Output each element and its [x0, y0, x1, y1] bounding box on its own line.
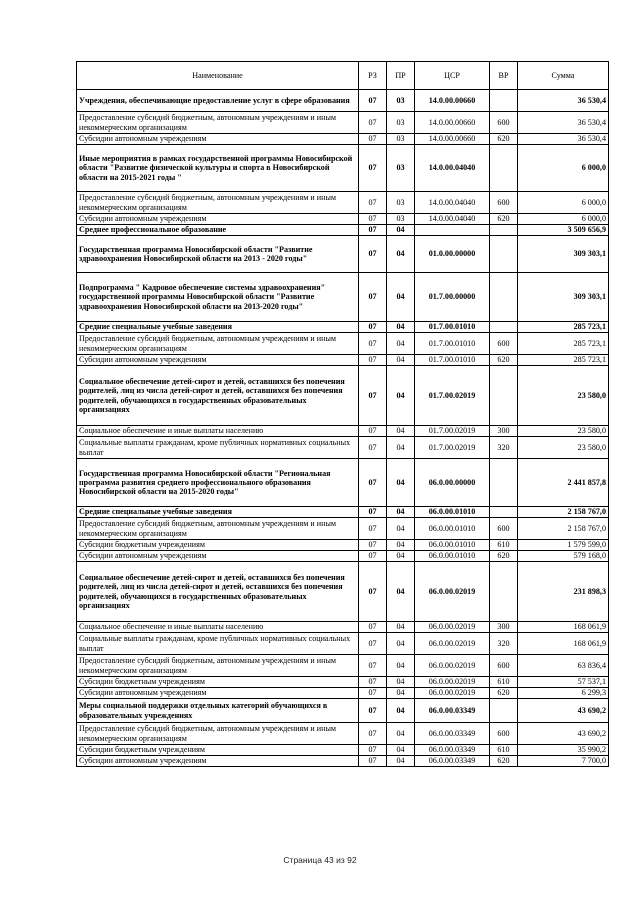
- cell-pr: 04: [387, 426, 415, 437]
- cell-vr: 600: [490, 192, 518, 214]
- cell-csr: 01.0.00.00000: [415, 236, 490, 273]
- table-row: [77, 145, 609, 192]
- table-body: [77, 90, 609, 767]
- table-row: [77, 622, 609, 633]
- table-row: [77, 273, 609, 322]
- cell-csr: 01.7.00.01010: [415, 322, 490, 333]
- cell-vr: 620: [490, 355, 518, 366]
- cell-pr: 03: [387, 134, 415, 145]
- cell-name: Предоставление субсидий бюджетным, автономным учреждениям и иным некоммерческим организациям: [77, 333, 359, 355]
- cell-rz: 07: [359, 236, 387, 273]
- cell-vr: [490, 322, 518, 333]
- cell-rz: 07: [359, 322, 387, 333]
- cell-csr: 14.0.00.00660: [415, 134, 490, 145]
- table-row: [77, 551, 609, 562]
- table-row: [77, 333, 609, 355]
- cell-sum: 6 000,0: [518, 145, 609, 192]
- cell-rz: 07: [359, 225, 387, 236]
- table-row: [77, 426, 609, 437]
- cell-pr: 04: [387, 677, 415, 688]
- cell-name: Среднее профессиональное образование: [77, 225, 359, 236]
- cell-name: Социальное обеспечение и иные выплаты населению: [77, 426, 359, 437]
- column-header-pr: ПР: [387, 62, 415, 90]
- cell-vr: 300: [490, 622, 518, 633]
- cell-csr: 14.0.00.00660: [415, 112, 490, 134]
- column-header-sum: Сумма: [518, 62, 609, 90]
- cell-name: Социальные выплаты гражданам, кроме публичных нормативных социальных выплат: [77, 633, 359, 655]
- cell-csr: 06.0.00.02019: [415, 633, 490, 655]
- table-row: [77, 633, 609, 655]
- cell-name: Социальное обеспечение детей-сирот и детей, оставшихся без попечения родителей, лиц из числа детей-сирот и детей, оставшихся без попечения родителей, обучающихся в государственных образовательных организациях: [77, 366, 359, 426]
- cell-rz: 07: [359, 677, 387, 688]
- cell-vr: 600: [490, 518, 518, 540]
- cell-csr: 01.7.00.02019: [415, 426, 490, 437]
- cell-sum: 285 723,1: [518, 333, 609, 355]
- cell-pr: 04: [387, 273, 415, 322]
- cell-name: Субсидии автономным учреждениям: [77, 688, 359, 699]
- cell-rz: 07: [359, 562, 387, 622]
- cell-vr: 610: [490, 540, 518, 551]
- cell-vr: 600: [490, 112, 518, 134]
- cell-csr: 06.0.00.02019: [415, 622, 490, 633]
- cell-csr: [415, 225, 490, 236]
- cell-sum: 23 580,0: [518, 426, 609, 437]
- cell-pr: 04: [387, 333, 415, 355]
- cell-pr: 04: [387, 518, 415, 540]
- cell-sum: 168 061,9: [518, 633, 609, 655]
- cell-sum: 6 299,3: [518, 688, 609, 699]
- cell-sum: 43 690,2: [518, 699, 609, 723]
- cell-vr: [490, 145, 518, 192]
- cell-vr: 320: [490, 633, 518, 655]
- cell-vr: 600: [490, 655, 518, 677]
- cell-csr: 06.0.00.03349: [415, 699, 490, 723]
- cell-sum: 23 580,0: [518, 437, 609, 459]
- cell-vr: [490, 366, 518, 426]
- table-row: [77, 134, 609, 145]
- cell-pr: 04: [387, 699, 415, 723]
- cell-sum: 285 723,1: [518, 322, 609, 333]
- cell-sum: 35 990,2: [518, 745, 609, 756]
- cell-vr: 620: [490, 756, 518, 767]
- cell-pr: 04: [387, 540, 415, 551]
- cell-csr: 01.7.00.01010: [415, 333, 490, 355]
- column-header-vr: ВР: [490, 62, 518, 90]
- cell-pr: 04: [387, 437, 415, 459]
- cell-name: Субсидии бюджетным учреждениям: [77, 677, 359, 688]
- cell-pr: 04: [387, 225, 415, 236]
- cell-name: Иные мероприятия в рамках государственной программы Новосибирской области "Развитие физической культуры и спорта в Новосибирской области на 2015-2021 годы ": [77, 145, 359, 192]
- cell-name: Подпрограмма " Кадровое обеспечение системы здравоохранения" государственной программы Новосибирской области "Развитие здравоохранения Новосибирской области на 2013-2020 годы": [77, 273, 359, 322]
- cell-csr: 06.0.00.00000: [415, 459, 490, 507]
- cell-sum: 63 836,4: [518, 655, 609, 677]
- table-row: [77, 655, 609, 677]
- cell-pr: 04: [387, 355, 415, 366]
- cell-rz: 07: [359, 214, 387, 225]
- cell-pr: 04: [387, 745, 415, 756]
- cell-sum: 43 690,2: [518, 723, 609, 745]
- cell-sum: 7 700,0: [518, 756, 609, 767]
- cell-vr: 620: [490, 551, 518, 562]
- cell-rz: 07: [359, 426, 387, 437]
- column-header-name: Наименование: [77, 62, 359, 90]
- cell-csr: 01.7.00.01010: [415, 355, 490, 366]
- table-row: [77, 355, 609, 366]
- cell-sum: 309 303,1: [518, 273, 609, 322]
- cell-sum: 168 061,9: [518, 622, 609, 633]
- table-row: [77, 90, 609, 112]
- cell-vr: 620: [490, 214, 518, 225]
- cell-rz: 07: [359, 688, 387, 699]
- table-row: [77, 699, 609, 723]
- cell-csr: 01.7.00.00000: [415, 273, 490, 322]
- cell-pr: 04: [387, 562, 415, 622]
- cell-vr: [490, 273, 518, 322]
- cell-pr: 04: [387, 366, 415, 426]
- cell-rz: 07: [359, 355, 387, 366]
- cell-rz: 07: [359, 540, 387, 551]
- cell-sum: 36 530,4: [518, 134, 609, 145]
- cell-vr: 320: [490, 437, 518, 459]
- cell-sum: 36 530,4: [518, 112, 609, 134]
- cell-name: Субсидии автономным учреждениям: [77, 355, 359, 366]
- cell-pr: 04: [387, 551, 415, 562]
- cell-csr: 14.0.00.00660: [415, 90, 490, 112]
- cell-name: Субсидии автономным учреждениям: [77, 756, 359, 767]
- cell-rz: 07: [359, 134, 387, 145]
- cell-name: Социальные выплаты гражданам, кроме публичных нормативных социальных выплат: [77, 437, 359, 459]
- cell-pr: 03: [387, 112, 415, 134]
- table-row: [77, 225, 609, 236]
- page-number: Страница 43 из 92: [283, 855, 357, 865]
- cell-csr: 01.7.00.02019: [415, 366, 490, 426]
- cell-csr: 06.0.00.02019: [415, 562, 490, 622]
- cell-pr: 04: [387, 723, 415, 745]
- cell-name: Субсидии автономным учреждениям: [77, 214, 359, 225]
- column-header-rz: РЗ: [359, 62, 387, 90]
- cell-rz: 07: [359, 366, 387, 426]
- cell-sum: 3 509 656,9: [518, 225, 609, 236]
- cell-name: Социальное обеспечение и иные выплаты населению: [77, 622, 359, 633]
- table-row: [77, 688, 609, 699]
- cell-name: Предоставление субсидий бюджетным, автономным учреждениям и иным некоммерческим организациям: [77, 723, 359, 745]
- cell-csr: 14.0.00.04040: [415, 192, 490, 214]
- cell-rz: 07: [359, 273, 387, 322]
- cell-rz: 07: [359, 655, 387, 677]
- cell-sum: 579 168,0: [518, 551, 609, 562]
- cell-name: Государственная программа Новосибирской области "Региональная программа развития среднего профессионального образования Новосибирской области на 2015-2020 годы": [77, 459, 359, 507]
- cell-rz: 07: [359, 145, 387, 192]
- cell-vr: [490, 507, 518, 518]
- table-row: [77, 459, 609, 507]
- cell-csr: 06.0.00.02019: [415, 655, 490, 677]
- cell-sum: 23 580,0: [518, 366, 609, 426]
- cell-pr: 03: [387, 145, 415, 192]
- cell-vr: 600: [490, 723, 518, 745]
- cell-rz: 07: [359, 437, 387, 459]
- table-row: [77, 112, 609, 134]
- cell-sum: 309 303,1: [518, 236, 609, 273]
- cell-vr: 620: [490, 688, 518, 699]
- cell-pr: 04: [387, 688, 415, 699]
- cell-vr: 600: [490, 333, 518, 355]
- cell-csr: 01.7.00.02019: [415, 437, 490, 459]
- cell-name: Социальное обеспечение детей-сирот и детей, оставшихся без попечения родителей, лиц из числа детей-сирот и детей, оставшихся без попечения родителей, обучающихся в государственных образовательных организациях: [77, 562, 359, 622]
- cell-rz: 07: [359, 90, 387, 112]
- cell-vr: [490, 562, 518, 622]
- cell-name: Предоставление субсидий бюджетным, автономным учреждениям и иным некоммерческим организациям: [77, 112, 359, 134]
- cell-name: Учреждения, обеспечивающие предоставление услуг в сфере образования: [77, 90, 359, 112]
- cell-sum: 231 898,3: [518, 562, 609, 622]
- cell-name: Средние специальные учебные заведения: [77, 322, 359, 333]
- cell-name: Субсидии бюджетным учреждениям: [77, 745, 359, 756]
- cell-rz: 07: [359, 459, 387, 507]
- cell-rz: 07: [359, 333, 387, 355]
- cell-name: Субсидии автономным учреждениям: [77, 551, 359, 562]
- cell-csr: 06.0.00.02019: [415, 688, 490, 699]
- cell-vr: [490, 225, 518, 236]
- cell-rz: 07: [359, 699, 387, 723]
- cell-rz: 07: [359, 745, 387, 756]
- cell-csr: 06.0.00.02019: [415, 677, 490, 688]
- cell-csr: 06.0.00.03349: [415, 756, 490, 767]
- budget-table: [76, 61, 609, 767]
- table-row: [77, 745, 609, 756]
- cell-sum: 1 579 599,0: [518, 540, 609, 551]
- cell-pr: 04: [387, 756, 415, 767]
- cell-vr: [490, 236, 518, 273]
- cell-csr: 06.0.00.01010: [415, 551, 490, 562]
- table-row: [77, 507, 609, 518]
- cell-sum: 57 537,1: [518, 677, 609, 688]
- cell-rz: 07: [359, 633, 387, 655]
- cell-vr: 610: [490, 677, 518, 688]
- cell-pr: 04: [387, 655, 415, 677]
- table-header-row: [77, 62, 609, 90]
- cell-rz: 07: [359, 112, 387, 134]
- cell-csr: 06.0.00.03349: [415, 745, 490, 756]
- cell-pr: 04: [387, 622, 415, 633]
- table-row: [77, 723, 609, 745]
- table-row: [77, 756, 609, 767]
- cell-csr: 06.0.00.01010: [415, 507, 490, 518]
- cell-vr: [490, 699, 518, 723]
- cell-name: Предоставление субсидий бюджетным, автономным учреждениям и иным некоммерческим организациям: [77, 655, 359, 677]
- table-row: [77, 214, 609, 225]
- cell-name: Предоставление субсидий бюджетным, автономным учреждениям и иным некоммерческим организациям: [77, 192, 359, 214]
- cell-sum: 285 723,1: [518, 355, 609, 366]
- cell-name: Средние специальные учебные заведения: [77, 507, 359, 518]
- table-row: [77, 192, 609, 214]
- budget-document: [76, 61, 608, 767]
- cell-pr: 03: [387, 90, 415, 112]
- cell-pr: 03: [387, 192, 415, 214]
- table-row: [77, 677, 609, 688]
- cell-sum: 6 000,0: [518, 214, 609, 225]
- cell-csr: 06.0.00.01010: [415, 540, 490, 551]
- table-row: [77, 366, 609, 426]
- cell-rz: 07: [359, 551, 387, 562]
- cell-vr: 610: [490, 745, 518, 756]
- cell-name: Предоставление субсидий бюджетным, автономным учреждениям и иным некоммерческим организациям: [77, 518, 359, 540]
- column-header-csr: ЦСР: [415, 62, 490, 90]
- table-row: [77, 236, 609, 273]
- cell-sum: 6 000,0: [518, 192, 609, 214]
- cell-rz: 07: [359, 507, 387, 518]
- cell-pr: 04: [387, 459, 415, 507]
- cell-name: Государственная программа Новосибирской области "Развитие здравоохранения Новосибирской области на 2013 - 2020 годы": [77, 236, 359, 273]
- table-row: [77, 322, 609, 333]
- cell-name: Субсидии автономным учреждениям: [77, 134, 359, 145]
- cell-rz: 07: [359, 622, 387, 633]
- cell-pr: 04: [387, 633, 415, 655]
- table-row: [77, 518, 609, 540]
- cell-sum: 2 158 767,0: [518, 518, 609, 540]
- cell-csr: 14.0.00.04040: [415, 214, 490, 225]
- cell-vr: [490, 459, 518, 507]
- cell-rz: 07: [359, 723, 387, 745]
- cell-vr: 300: [490, 426, 518, 437]
- cell-rz: 07: [359, 518, 387, 540]
- cell-vr: 620: [490, 134, 518, 145]
- cell-pr: 04: [387, 236, 415, 273]
- cell-sum: 36 530,4: [518, 90, 609, 112]
- cell-rz: 07: [359, 756, 387, 767]
- cell-csr: 06.0.00.01010: [415, 518, 490, 540]
- cell-csr: 06.0.00.03349: [415, 723, 490, 745]
- cell-pr: 04: [387, 322, 415, 333]
- cell-sum: 2 441 857,8: [518, 459, 609, 507]
- table-row: [77, 562, 609, 622]
- table-row: [77, 540, 609, 551]
- cell-pr: 04: [387, 507, 415, 518]
- cell-csr: 14.0.00.04040: [415, 145, 490, 192]
- cell-name: Меры социальной поддержки отдельных категорий обучающихся в образовательных учреждениях: [77, 699, 359, 723]
- cell-rz: 07: [359, 192, 387, 214]
- table-row: [77, 437, 609, 459]
- cell-sum: 2 158 767,0: [518, 507, 609, 518]
- cell-vr: [490, 90, 518, 112]
- cell-pr: 03: [387, 214, 415, 225]
- cell-name: Субсидии бюджетным учреждениям: [77, 540, 359, 551]
